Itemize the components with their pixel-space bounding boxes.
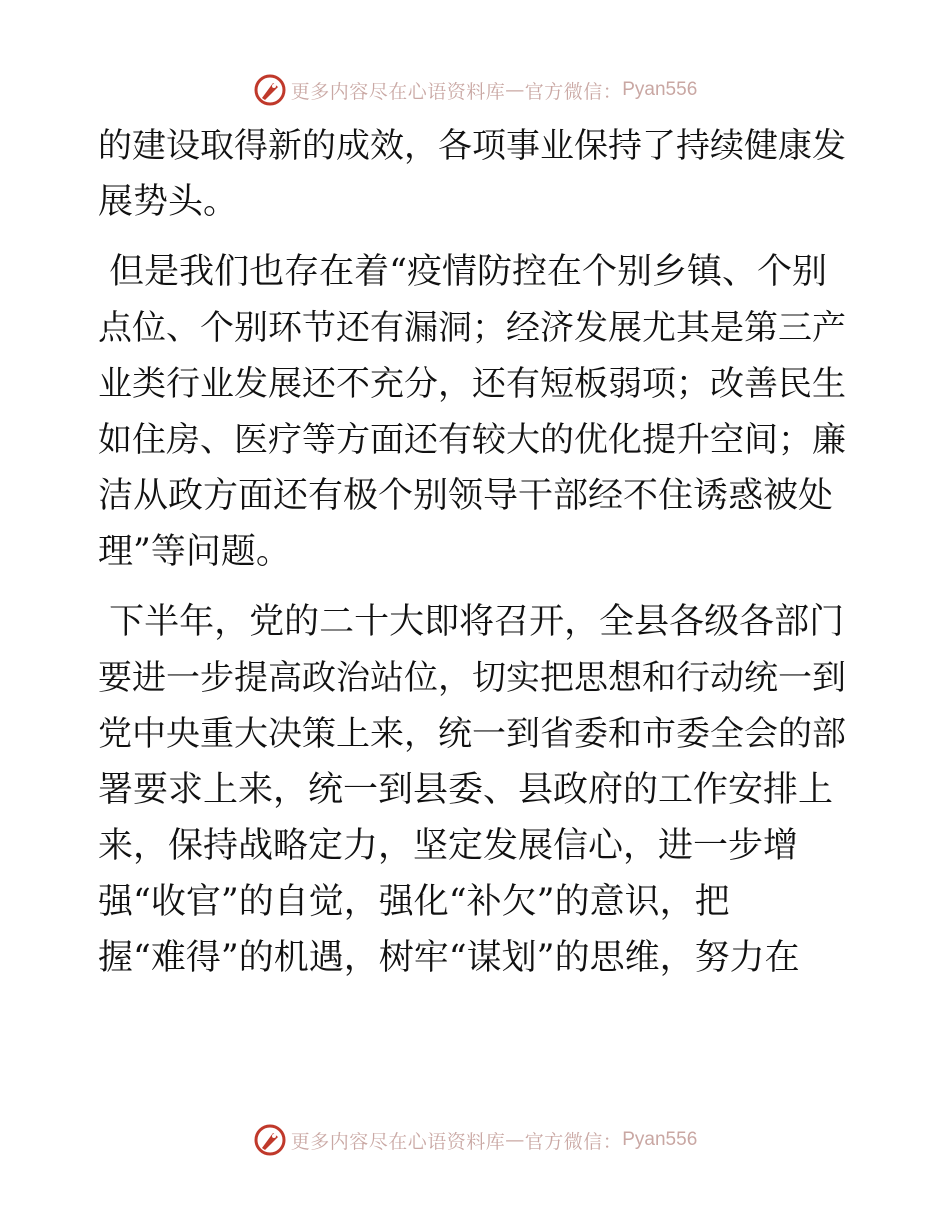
document-body — [98, 118, 858, 986]
text-line: 的建设取得新的成效，各项事业保持了持续健康发 — [98, 126, 846, 166]
text-line: 如住房、医疗等方面还有较大的优化提升空间；廉 — [98, 420, 846, 460]
banner-dash: — — [505, 1129, 525, 1151]
text-line: 展势头。 — [98, 182, 239, 222]
banner-wechat-id: Pyan556 — [622, 1129, 698, 1150]
footer-banner — [0, 1120, 950, 1160]
text-line: 下半年，党的二十大即将召开，全县各级各部门 — [98, 602, 845, 642]
paragraph-2 — [98, 244, 858, 580]
text-line: 党中央重大决策上来，统一到省委和市委全会的部 — [98, 714, 846, 754]
header-banner — [0, 70, 950, 110]
pen-nib-logo-icon — [253, 1123, 287, 1157]
text-line: 点位、个别环节还有漏洞；经济发展尤其是第三产 — [98, 308, 846, 348]
banner-dash: — — [505, 79, 525, 101]
text-line: 洁从政方面还有极个别领导干部经不住诱惑被处 — [98, 476, 834, 516]
text-line: 强“收官”的自觉，强化“补欠”的意识，把 — [98, 882, 730, 922]
text-line: 署要求上来，统一到县委、县政府的工作安排上 — [98, 770, 834, 810]
pen-nib-logo-icon — [253, 73, 287, 107]
banner-wechat-id: Pyan556 — [622, 79, 698, 100]
paragraph-1 — [98, 118, 858, 230]
text-line: 但是我们也存在着“疫情防控在个别乡镇、个别 — [98, 252, 828, 292]
text-line: 握“难得”的机遇，树牢“谋划”的思维，努力在 — [98, 938, 800, 978]
text-line: 来，保持战略定力，坚定发展信心，进一步增 — [98, 826, 799, 866]
paragraph-3 — [98, 594, 858, 986]
banner-site-text: 更多内容尽在心语资料库 — [290, 1130, 506, 1153]
banner-site-text: 更多内容尽在心语资料库 — [290, 80, 506, 103]
banner-wechat-label: 官方微信： — [524, 1130, 623, 1153]
text-line: 理”等问题。 — [98, 532, 291, 572]
text-line: 要进一步提高政治站位，切实把思想和行动统一到 — [98, 658, 846, 698]
banner-wechat-label: 官方微信： — [524, 80, 623, 103]
text-line: 业类行业发展还不充分，还有短板弱项；改善民生 — [98, 364, 846, 404]
